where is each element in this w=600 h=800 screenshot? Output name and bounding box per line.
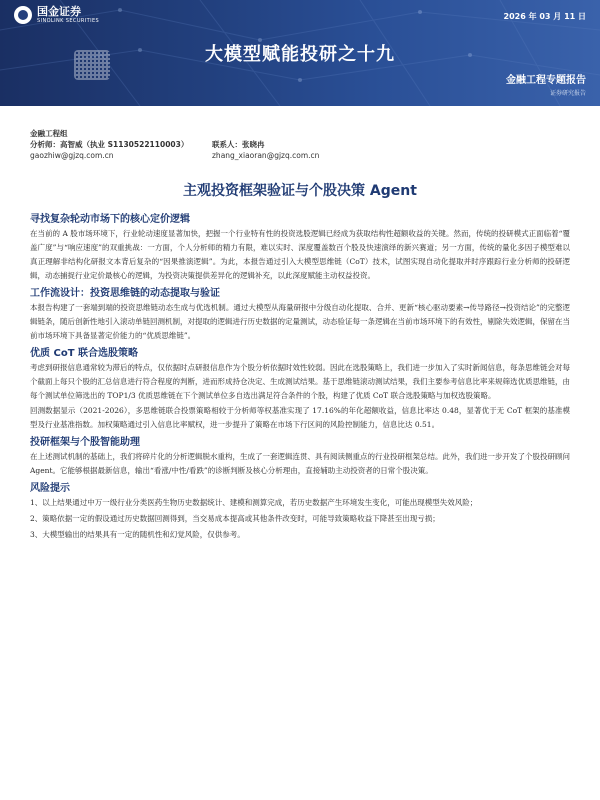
section-risk — [30, 479, 570, 542]
logo-cn-text: 国金证券 — [37, 5, 81, 18]
analyst-email: gaozhiw@gjzq.com.cn — [30, 151, 114, 160]
sinolink-logo-mark — [14, 6, 32, 24]
section-paragraph: 在上述测试机制的基础上，我们将碎片化的分析逻辑脱水重构，生成了一套逻辑连贯、具有阅读侧重点的行业投研框架总结。此外，我们进一步开发了个股投研顾问 Agent。它能够根据最新信息，输出“看涨/中性/看跌”的诊断判断及核心分析理由，直接辅助主动投资者的日常个股决策。 — [30, 452, 570, 475]
report-series-title: 大模型赋能投研之十九 — [205, 44, 395, 65]
report-series-label: 金融工程专题报告 — [506, 75, 586, 86]
section-heading: 风险提示 — [30, 483, 70, 494]
contact-name: 联系人：张晓冉 — [212, 140, 265, 149]
team-name: 金融工程组 — [30, 129, 68, 138]
logo-en-text: SINOLINK SECURITIES — [37, 18, 100, 24]
report-type-label: 证券研究报告 — [549, 90, 586, 97]
document-title: 主观投资框架验证与个股决策 Agent — [183, 183, 417, 199]
section-paragraph: 在当前的 A 股市场环境下，行业轮动速度显著加快，把握一个行业特有性的投资选股逻辑已经成为获取结构性超额收益的关键。然而，传统的投研模式正面临着“覆盖广度”与“响应速度”的双重挑战：一方面，个人分析师的精力有限，难以实时、深度覆盖数百个股及快速演绎的新兴赛道；另一方面，传统的量化多因子模型难以真正理解非结构化研报文本背后复杂的“因果推演逻辑”。为此，本报告通过引入大模型思维链（CoT）技术，试图实现自动化提取并时序跟踪行业分析师的投研逻辑，动态捕捉行业定价最核心的逻辑，为投资决策提供差异化的逻辑补充，以此深度赋能主动权益投资。 — [30, 229, 570, 280]
section-paragraph: 回测数据显示（2021-2026），多思维链联合投票策略相较于分析师等权基准实现了 17.16%的年化超额收益，信息比率达 0.48，显著优于无 CoT 框架的基准模型及行业基准指数。加权策略通过引入信息比率赋权，进一步提升了策略在市场下行区间的风险控制能力，信息比达 0.51。 — [30, 406, 570, 429]
section-heading: 寻找复杂轮动市场下的核心定价逻辑 — [30, 214, 190, 225]
section-heading: 投研框架与个股智能助理 — [30, 437, 140, 448]
risk-item: 2、策略依据一定的假设通过历史数据回测得到，当交易成本提高或其他条件改变时，可能导致策略收益下降甚至出现亏损； — [30, 514, 440, 523]
report-body — [30, 210, 570, 544]
sinolink-logo — [14, 6, 99, 24]
section-paragraph: 考虑到研报信息通常较为滞后的特点，仅依据时点研报信息作为个股分析依据时效性较弱。因此在选股策略上，我们进一步加入了实时新闻信息，每条思维链会对每个截面上每只个股的汇总信息进行符合程度的判断，进而形成持仓决定、生成测试结果。基于思维链滚动测试结果，我们主要参考信息比率来规筛选优质思维链，由每个测试单位筛选出的 TOP1/3 优质思维链在下个测试单位多自选出满足符合条件的个股，构建了优质 CoT 联合选股策略与加权选股策略。 — [30, 363, 570, 400]
contact-email: zhang_xiaoran@gjzq.com.cn — [212, 151, 320, 160]
report-banner — [0, 0, 600, 106]
section-cot-strategy — [30, 344, 570, 432]
section-agent — [30, 433, 570, 478]
section-heading: 工作流设计：投资思维链的动态提取与验证 — [30, 288, 220, 299]
section-workflow — [30, 284, 570, 343]
section-paragraph: 本报告构建了一套端到端的投资思维链动态生成与优选机制。通过大模型从海量研报中分级自动化提取、合并、更新“核心驱动要素→传导路径→投资结论”的完整逻辑链条，随后创新性地引入滚动单链回测机制，对提取的逻辑进行历史数据的定量测试，动态验证每一条逻辑在当前市场环境下的有效性，剔除失效逻辑，保留在当前市场环境下具备显著定价能力的“优质思维链”。 — [30, 303, 570, 340]
author-info — [30, 128, 320, 161]
risk-item: 1、以上结果通过中万一级行业分类医药生物历史数据统计、建模和测算完成，若历史数据产生环境发生变化，可能出现模型失效风险； — [30, 498, 478, 507]
risk-item: 3、大模型输出的结果具有一定的随机性和幻觉风险，仅供参考。 — [30, 530, 245, 539]
report-date: 2026 年 03 月 11 日 — [503, 12, 586, 21]
analyst-name: 分析师：高智威（执业 S1130522110003） — [30, 140, 189, 149]
section-heading: 优质 CoT 联合选股策略 — [30, 348, 138, 359]
section-core-logic — [30, 210, 570, 283]
